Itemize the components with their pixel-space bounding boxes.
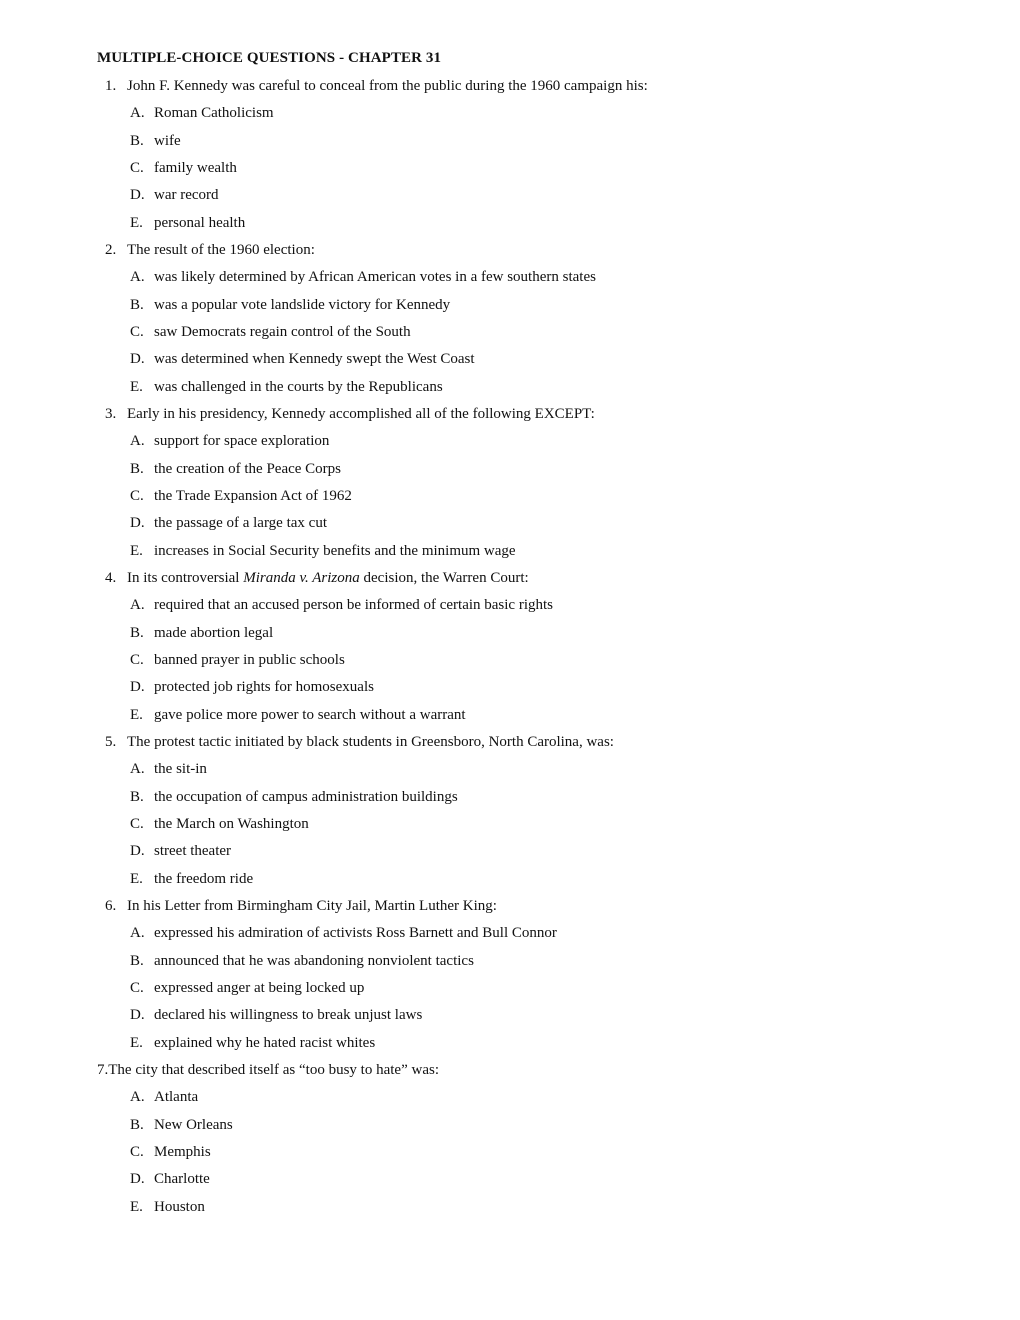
option-letter: D. bbox=[130, 1007, 145, 1023]
option-letter: B. bbox=[130, 625, 144, 641]
option-letter: E. bbox=[130, 215, 143, 231]
option-text: declared his willingness to break unjust laws bbox=[154, 1007, 423, 1023]
option-text: street theater bbox=[154, 843, 232, 859]
question-1 bbox=[105, 78, 648, 95]
option-letter: C. bbox=[130, 488, 144, 504]
option bbox=[130, 761, 207, 778]
option-letter: D. bbox=[130, 679, 145, 695]
option bbox=[130, 488, 352, 505]
option bbox=[130, 652, 345, 669]
option-letter: A. bbox=[130, 597, 145, 613]
question-5 bbox=[105, 734, 614, 751]
question-number: 7. bbox=[97, 1062, 109, 1078]
question-text: The result of the 1960 election: bbox=[127, 242, 315, 258]
option-text: the Trade Expansion Act of 1962 bbox=[154, 488, 352, 504]
option-letter: E. bbox=[130, 543, 143, 559]
option bbox=[130, 1117, 233, 1134]
option bbox=[130, 297, 450, 314]
option-letter: B. bbox=[130, 789, 144, 805]
option bbox=[130, 351, 475, 368]
option-letter: C. bbox=[130, 980, 144, 996]
question-2 bbox=[105, 242, 315, 259]
option-text: the sit-in bbox=[154, 761, 207, 777]
option-text: the occupation of campus administration buildings bbox=[154, 789, 458, 805]
option-text: the passage of a large tax cut bbox=[154, 515, 327, 531]
question-text-before: In its controversial bbox=[127, 570, 244, 586]
option-letter: D. bbox=[130, 187, 145, 203]
option bbox=[130, 269, 596, 286]
option bbox=[130, 105, 274, 122]
option-text: banned prayer in public schools bbox=[154, 652, 345, 668]
option-text: gave police more power to search without a warrant bbox=[154, 707, 466, 723]
option-text: was likely determined by African American votes in a few southern states bbox=[154, 269, 596, 285]
option-text: was a popular vote landslide victory for Kennedy bbox=[154, 297, 451, 313]
option bbox=[130, 679, 374, 696]
option-text: explained why he hated racist whites bbox=[154, 1035, 376, 1051]
option bbox=[130, 324, 411, 341]
option-text: Houston bbox=[154, 1199, 205, 1215]
question-number: 3. bbox=[105, 406, 117, 422]
option bbox=[130, 461, 341, 478]
option-text: family wealth bbox=[154, 160, 237, 176]
option bbox=[130, 980, 364, 997]
option bbox=[130, 789, 458, 806]
option bbox=[130, 925, 557, 942]
option-text: protected job rights for homosexuals bbox=[154, 679, 374, 695]
option-text: Roman Catholicism bbox=[154, 105, 274, 121]
option bbox=[130, 816, 309, 833]
option bbox=[130, 597, 553, 614]
option-text: the March on Washington bbox=[154, 816, 309, 832]
option-letter: E. bbox=[130, 707, 143, 723]
option bbox=[130, 871, 253, 888]
option-letter: A. bbox=[130, 105, 145, 121]
option bbox=[130, 707, 466, 724]
question-number: 4. bbox=[105, 570, 117, 586]
option-letter: A. bbox=[130, 761, 145, 777]
option-text: New Orleans bbox=[154, 1117, 233, 1133]
question-text: The protest tactic initiated by black students in Greensboro, North Carolina, was: bbox=[127, 734, 614, 750]
question-text-after: decision, the Warren Court: bbox=[359, 570, 529, 586]
option bbox=[130, 133, 181, 150]
option-text: Memphis bbox=[154, 1144, 211, 1160]
option bbox=[130, 187, 219, 204]
option bbox=[130, 515, 327, 532]
option-letter: D. bbox=[130, 843, 145, 859]
option-text: Charlotte bbox=[154, 1171, 210, 1187]
option-letter: E. bbox=[130, 379, 143, 395]
option-letter: C. bbox=[130, 652, 144, 668]
option bbox=[130, 1035, 375, 1052]
option-text: personal health bbox=[154, 215, 246, 231]
option-letter: D. bbox=[130, 1171, 145, 1187]
question-text: In his Letter from Birmingham City Jail, Martin Luther King: bbox=[127, 898, 497, 914]
option-text: war record bbox=[154, 187, 219, 203]
question-6 bbox=[105, 898, 497, 915]
option-text: Atlanta bbox=[154, 1089, 199, 1105]
question-text: Early in his presidency, Kennedy accomplished all of the following EXCEPT: bbox=[127, 406, 595, 422]
option-letter: C. bbox=[130, 160, 144, 176]
option-letter: B. bbox=[130, 953, 144, 969]
option bbox=[130, 160, 237, 177]
option-letter: B. bbox=[130, 461, 144, 477]
question-4 bbox=[105, 570, 529, 587]
option-letter: A. bbox=[130, 269, 145, 285]
option-letter: C. bbox=[130, 816, 144, 832]
option-text: support for space exploration bbox=[154, 433, 330, 449]
option-text: made abortion legal bbox=[154, 625, 274, 641]
option bbox=[130, 215, 245, 232]
option-text: the creation of the Peace Corps bbox=[154, 461, 342, 477]
question-text: The city that described itself as “too busy to hate” was: bbox=[108, 1062, 439, 1078]
option-letter: A. bbox=[130, 925, 145, 941]
question-text: John F. Kennedy was careful to conceal from the public during the 1960 campaign his: bbox=[127, 78, 648, 94]
option-letter: E. bbox=[130, 1199, 143, 1215]
question-number: 5. bbox=[105, 734, 117, 750]
option bbox=[130, 433, 329, 450]
option-letter: E. bbox=[130, 1035, 143, 1051]
option-text: was challenged in the courts by the Republicans bbox=[154, 379, 443, 395]
option bbox=[130, 379, 443, 396]
option-text: required that an accused person be informed of certain basic rights bbox=[154, 597, 554, 613]
option bbox=[130, 625, 273, 642]
option-text: was determined when Kennedy swept the West Coast bbox=[154, 351, 475, 367]
case-name: Miranda v. Arizona bbox=[243, 570, 360, 586]
option bbox=[130, 1199, 205, 1216]
option-letter: B. bbox=[130, 133, 144, 149]
option-letter: B. bbox=[130, 1117, 144, 1133]
option bbox=[130, 1007, 422, 1024]
option bbox=[130, 953, 474, 970]
option bbox=[130, 843, 231, 860]
option-letter: D. bbox=[130, 351, 145, 367]
question-number: 1. bbox=[105, 78, 117, 94]
option bbox=[130, 1089, 198, 1106]
option-text: the freedom ride bbox=[154, 871, 254, 887]
option-letter: C. bbox=[130, 324, 144, 340]
question-7 bbox=[97, 1062, 439, 1079]
question-3 bbox=[105, 406, 595, 423]
option-letter: C. bbox=[130, 1144, 144, 1160]
option-letter: A. bbox=[130, 1089, 145, 1105]
option bbox=[130, 543, 516, 560]
option-letter: D. bbox=[130, 515, 145, 531]
option-text: wife bbox=[154, 133, 181, 149]
option-text: increases in Social Security benefits and the minimum wage bbox=[154, 543, 516, 559]
option-letter: E. bbox=[130, 871, 143, 887]
option-text: expressed his admiration of activists Ross Barnett and Bull Connor bbox=[154, 925, 557, 941]
option-letter: A. bbox=[130, 433, 145, 449]
question-number: 6. bbox=[105, 898, 117, 914]
option bbox=[130, 1171, 210, 1188]
option-text: saw Democrats regain control of the South bbox=[154, 324, 411, 340]
option-letter: B. bbox=[130, 297, 144, 313]
page-title: MULTIPLE-CHOICE QUESTIONS - CHAPTER 31 bbox=[97, 50, 442, 66]
option-text: announced that he was abandoning nonviolent tactics bbox=[154, 953, 474, 969]
question-number: 2. bbox=[105, 242, 117, 258]
option-text: expressed anger at being locked up bbox=[154, 980, 365, 996]
option bbox=[130, 1144, 211, 1161]
